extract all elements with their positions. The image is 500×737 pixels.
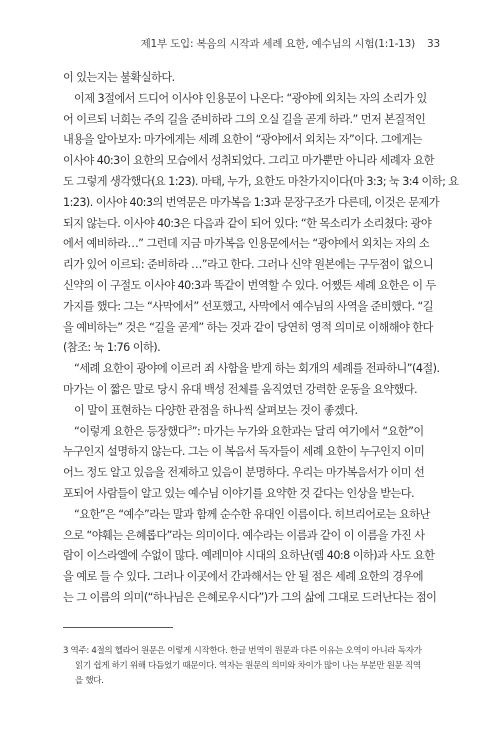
body-text [63, 68, 459, 609]
text-line: “세례 요한이 광야에 이르러 죄 사함을 받게 하는 회개의 세례를 전파하니”(4절). [74, 362, 440, 376]
text-line: 어느 정도 알고 있음을 전제하고 있음이 분명하다. 우리는 마가복음서가 이미 선 [63, 466, 425, 480]
footnote-reference[interactable]: 3 [187, 423, 192, 432]
text-line: 으로 “야훼는 은혜롭다”라는 의미이다. 예수라는 이름과 같이 이 이름을 가진 사 [63, 528, 425, 542]
footnote-line: 을 했다. [75, 676, 104, 686]
text-line [63, 422, 441, 443]
text-line: 을 예비하는” 것은 “길을 곧게” 하는 것과 같이 당연히 영적 의미로 이해해야 한다 [63, 320, 433, 334]
running-title: 제1부 도입: 복음의 시작과 세례 요한, 예수님의 시험(1:1-13) [140, 38, 416, 50]
text-line: 가지를 했다: 그는 “사막에서” 선포했고, 사막에서 예수님의 사역을 준비했다. “길 [63, 299, 433, 313]
text-line: 람이 이스라엘에 수없이 많다. 예레미야 시대의 요하난(렘 40:8 이하)과 사도 요한 [63, 549, 435, 563]
text-line: 되지 않는다. 이사야 40:3은 다음과 같이 되어 있다: “한 목소리가 소리쳤다: 광야 [63, 216, 432, 230]
running-header [141, 36, 440, 51]
footnote [63, 644, 443, 689]
text-line: 1:23). 이사야 40:3의 번역문은 마가복음 1:3과 문장구조가 다른데, 이것은 문제가 [63, 195, 440, 209]
text-line: 리가 있어 이르되: 준비하라 …”라고 한다. 그러나 신약 원본에는 구두점이 없으니 [63, 258, 434, 272]
text-segment: ”: 마가는 누가와 요한과는 달리 여기에서 “요한”이 [191, 424, 424, 438]
text-line: “요한”은 “예수”라는 말과 함께 순수한 유대인 이름이다. 히브리어로는 요하난 [74, 507, 430, 521]
text-line: (참조: 눅 1:76 이하). [63, 341, 161, 355]
text-line: 이 있는지는 불확실하다. [63, 71, 175, 84]
text-line: 포되어 사람들이 알고 있는 예수님 이야기를 요약한 것 같다는 인상을 받는다. [63, 486, 415, 500]
text-line: 어 이르되 너희는 주의 길을 준비하라 그의 오실 길을 곧게 하라.” 먼저 본질적인 [63, 112, 426, 126]
text-line: 는 그 이름의 의미(“하나님은 은혜로우시다”)가 그의 삶에 그대로 드러난다는 점이 [63, 590, 437, 604]
text-line: 누구인지 설명하지 않는다. 그는 이 복음서 독자들이 세례 요한이 누구인지 이미 [63, 445, 425, 459]
text-line: 내용을 알아보자: 마가에게는 세례 요한이 “광야에서 외치는 자”이다. 그에게는 [63, 133, 422, 147]
text-line: 이사야 40:3이 요한의 모습에서 성취되었다. 그리고 마가뿐만 아니라 세례자 요한 [63, 154, 434, 168]
text-line: 이제 3절에서 드디어 이사야 인용문이 나온다: “광야에 외치는 자의 소리가 있 [74, 91, 427, 105]
footnote-line: 3 역주: 4절의 헬라어 원문은 이렇게 시작한다. 한글 번역이 원문과 다른 이유는 오역이 아니라 독자가 [63, 646, 422, 656]
text-line: 을 예로 들 수 있다. 그러나 이곳에서 간과해서는 안 될 점은 세례 요한의 경우에 [63, 570, 424, 584]
text-line: 마가는 이 짧은 말로 당시 유대 백성 전체를 움직였던 강력한 운동을 요약했다. [63, 382, 418, 396]
text-line: 에서 예비하라…” 그런데 지금 마가복음 인용문에서는 “광야에서 외치는 자의 소 [63, 237, 430, 251]
text-line: 신약의 이 구절도 이사야 40:3과 똑같이 번역할 수 있다. 어쨌든 세례 요한은 이 두 [63, 278, 436, 292]
page-number: 33 [427, 38, 440, 50]
footnote-line: 읽기 쉽게 하기 위해 다듬었기 때문이다. 역자는 원문의 의미와 차이가 많이 나는 부분만 원문 직역 [75, 661, 421, 671]
text-line: 도 그렇게 생각했다(요 1:23). 마태, 누가, 요한도 마찬가지이다(마 3:3; 눅 3:4 이하; 요 [63, 174, 459, 188]
text-line: 이 말이 표현하는 다양한 관점을 하나씩 살펴보는 것이 좋겠다. [74, 403, 358, 417]
footnote-divider [63, 627, 173, 628]
text-segment: “이렇게 요한은 등장했다 [74, 424, 188, 438]
